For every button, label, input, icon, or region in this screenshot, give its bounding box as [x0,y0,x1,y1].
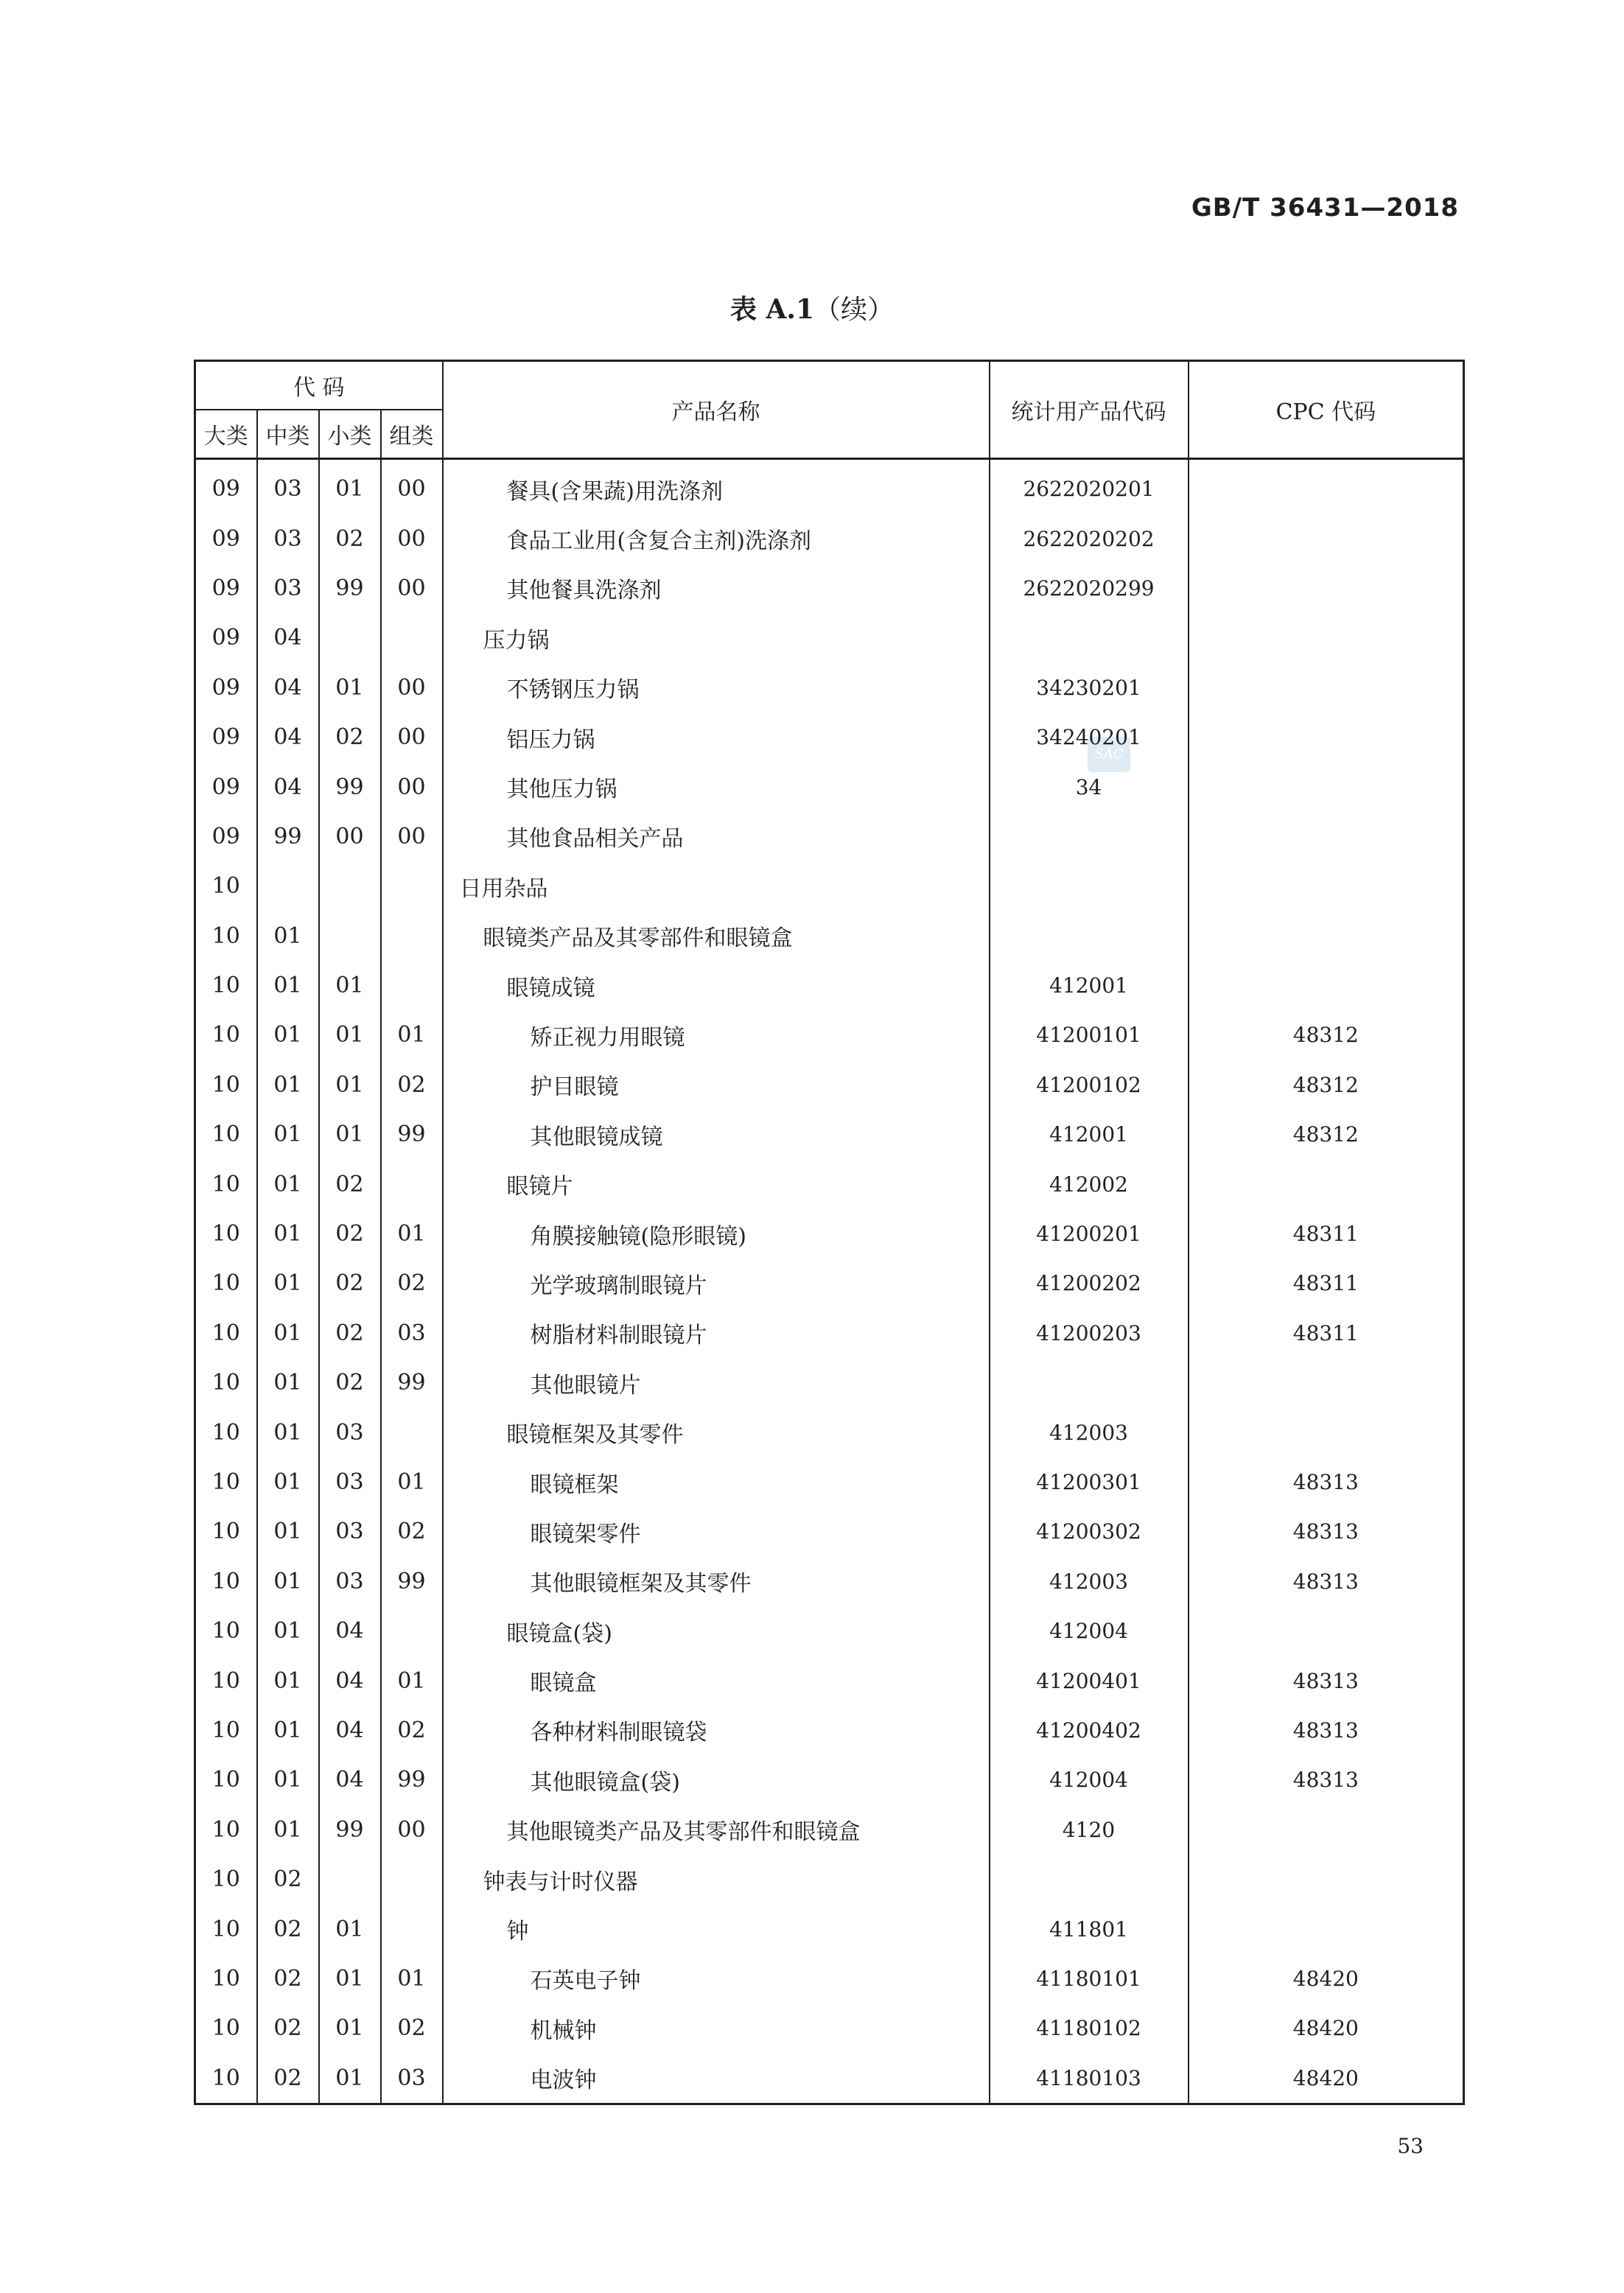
product-name-cell: 眼镜盒(袋) [443,1606,990,1656]
cpc-code-cell [1189,911,1464,961]
table-row [195,1507,1464,1556]
header-product-name: 产品名称 [443,361,990,459]
code-minor-cell: 02 [319,514,381,563]
stat-code-cell: 41200203 [990,1309,1189,1358]
code-minor-cell: 02 [319,1209,381,1258]
table-row [195,663,1464,713]
cpc-code-cell: 48313 [1189,1656,1464,1705]
code-group-cell [381,1159,443,1208]
code-minor-cell: 02 [319,1258,381,1308]
cpc-code-cell: 48311 [1189,1209,1464,1258]
cpc-code-cell: 48313 [1189,1507,1464,1556]
cpc-code-cell: 48311 [1189,1309,1464,1358]
code-major-cell: 09 [195,514,257,563]
product-name-cell: 其他眼镜成镜 [443,1110,990,1159]
code-medium-cell: 04 [257,762,319,811]
code-group-cell: 02 [381,1706,443,1755]
stat-code-cell [990,911,1189,961]
stat-code-cell: 412004 [990,1606,1189,1656]
product-name-cell: 眼镜片 [443,1159,990,1208]
table-row [195,613,1464,662]
code-minor-cell [319,1855,381,1904]
stat-code-cell: 412003 [990,1557,1189,1606]
code-group-cell: 01 [381,1656,443,1705]
code-medium-cell: 01 [257,1457,319,1507]
cpc-code-cell [1189,812,1464,861]
stat-code-cell: 412001 [990,961,1189,1010]
table-row [195,812,1464,861]
table-row [195,1407,1464,1457]
stat-code-cell: 41200202 [990,1258,1189,1308]
code-minor-cell: 01 [319,1904,381,1953]
product-name-cell: 餐具(含果蔬)用洗涤剂 [443,459,990,514]
code-major-cell: 10 [195,1309,257,1358]
code-major-cell: 10 [195,1407,257,1457]
stat-code-cell: 41200402 [990,1706,1189,1755]
code-major-cell: 10 [195,1060,257,1110]
code-minor-cell: 01 [319,1954,381,2003]
code-medium-cell: 02 [257,1954,319,2003]
code-medium-cell: 01 [257,1706,319,1755]
code-medium-cell: 01 [257,1407,319,1457]
code-medium-cell: 02 [257,1855,319,1904]
table-row [195,911,1464,961]
product-name-cell: 眼镜类产品及其零部件和眼镜盒 [443,911,990,961]
code-major-cell: 10 [195,2054,257,2104]
product-name-cell: 钟表与计时仪器 [443,1855,990,1904]
code-major-cell: 09 [195,762,257,811]
product-name-cell: 其他压力锅 [443,762,990,811]
code-group-cell: 00 [381,514,443,563]
stat-code-cell: 412002 [990,1159,1189,1208]
product-name-cell: 其他眼镜盒(袋) [443,1755,990,1804]
code-minor-cell: 01 [319,663,381,713]
code-major-cell: 10 [195,1755,257,1804]
code-medium-cell: 03 [257,459,319,514]
stat-code-cell: 41200401 [990,1656,1189,1705]
code-minor-cell [319,911,381,961]
table-title [0,289,1624,326]
product-name-cell: 铝压力锅 [443,713,990,762]
stat-code-cell [990,812,1189,861]
code-medium-cell: 01 [257,1358,319,1407]
product-name-cell: 机械钟 [443,2003,990,2053]
stat-code-cell: 412004 [990,1755,1189,1804]
code-group-cell [381,1606,443,1656]
cpc-code-cell [1189,961,1464,1010]
table-row [195,1309,1464,1358]
code-medium-cell: 01 [257,1258,319,1308]
table-row [195,2003,1464,2053]
code-group-cell: 03 [381,2054,443,2104]
code-major-cell: 10 [195,1209,257,1258]
code-major-cell: 09 [195,613,257,662]
code-group-cell [381,911,443,961]
stat-code-cell [990,1855,1189,1904]
table-row [195,861,1464,911]
table-row [195,1557,1464,1606]
cpc-code-cell [1189,1805,1464,1855]
stat-code-cell: 41180101 [990,1954,1189,2003]
code-group-cell: 00 [381,459,443,514]
product-name-cell: 压力锅 [443,613,990,662]
stat-code-cell: 2622020202 [990,514,1189,563]
code-group-cell: 01 [381,1209,443,1258]
header-stat-code: 统计用产品代码 [990,361,1189,459]
code-medium-cell: 01 [257,1507,319,1556]
code-medium-cell: 01 [257,1557,319,1606]
code-major-cell: 10 [195,1557,257,1606]
code-minor-cell: 01 [319,459,381,514]
code-group-cell: 00 [381,713,443,762]
watermark-logo: SAC [1088,737,1130,772]
cpc-code-cell [1189,663,1464,713]
cpc-code-cell [1189,1358,1464,1407]
table-row [195,713,1464,762]
stat-code-cell: 412003 [990,1407,1189,1457]
stat-code-cell: 2622020201 [990,459,1189,514]
product-name-cell: 树脂材料制眼镜片 [443,1309,990,1358]
product-name-cell: 其他眼镜框架及其零件 [443,1557,990,1606]
stat-code-cell: 2622020299 [990,564,1189,613]
product-name-cell: 钟 [443,1904,990,1953]
code-group-cell: 02 [381,1060,443,1110]
table-row [195,1159,1464,1208]
stat-code-cell: 41200101 [990,1010,1189,1060]
code-group-cell [381,613,443,662]
code-medium-cell [257,861,319,911]
cpc-code-cell [1189,1606,1464,1656]
code-medium-cell: 01 [257,1656,319,1705]
code-major-cell: 10 [195,861,257,911]
code-major-cell: 10 [195,1010,257,1060]
table-row [195,1706,1464,1755]
code-minor-cell: 04 [319,1706,381,1755]
code-medium-cell: 01 [257,911,319,961]
code-group-cell: 01 [381,1954,443,2003]
cpc-code-cell [1189,1904,1464,1953]
cpc-code-cell [1189,459,1464,514]
code-major-cell: 10 [195,1606,257,1656]
code-major-cell: 10 [195,1805,257,1855]
code-group-cell: 02 [381,2003,443,2053]
code-medium-cell: 01 [257,1606,319,1656]
table-title-continued: （续） [814,295,895,325]
code-minor-cell: 03 [319,1507,381,1556]
code-group-cell: 00 [381,564,443,613]
table-row [195,1258,1464,1308]
code-medium-cell: 01 [257,1755,319,1804]
code-minor-cell: 02 [319,1309,381,1358]
stat-code-cell: 41200102 [990,1060,1189,1110]
code-medium-cell: 03 [257,564,319,613]
code-minor-cell: 99 [319,1805,381,1855]
cpc-code-cell [1189,762,1464,811]
code-major-cell: 10 [195,1159,257,1208]
header-code: 代 码 [195,361,443,410]
code-major-cell: 10 [195,1706,257,1755]
code-minor-cell [319,613,381,662]
code-medium-cell: 01 [257,1110,319,1159]
stat-code-cell: 412001 [990,1110,1189,1159]
code-minor-cell: 00 [319,812,381,861]
cpc-code-cell [1189,861,1464,911]
table-row [195,1606,1464,1656]
table-row [195,1110,1464,1159]
cpc-code-cell: 48313 [1189,1755,1464,1804]
table-row [195,1855,1464,1904]
product-name-cell: 眼镜框架及其零件 [443,1407,990,1457]
code-medium-cell: 02 [257,2003,319,2053]
product-name-cell: 眼镜架零件 [443,1507,990,1556]
stat-code-cell [990,613,1189,662]
cpc-code-cell: 48313 [1189,1557,1464,1606]
code-medium-cell: 99 [257,812,319,861]
code-major-cell: 09 [195,459,257,514]
table-row [195,762,1464,811]
code-major-cell: 10 [195,1110,257,1159]
cpc-code-cell: 48312 [1189,1010,1464,1060]
product-name-cell: 护目眼镜 [443,1060,990,1110]
code-minor-cell: 01 [319,961,381,1010]
table-row [195,1457,1464,1507]
cpc-code-cell [1189,613,1464,662]
stat-code-cell: 41180102 [990,2003,1189,2053]
code-medium-cell: 02 [257,2054,319,2104]
code-minor-cell: 02 [319,713,381,762]
cpc-code-cell [1189,564,1464,613]
cpc-code-cell: 48420 [1189,2054,1464,2104]
table-row [195,1060,1464,1110]
code-minor-cell [319,861,381,911]
product-code-table [194,360,1465,2105]
code-group-cell: 01 [381,1010,443,1060]
header-group: 组类 [381,410,443,459]
code-minor-cell: 03 [319,1407,381,1457]
cpc-code-cell [1189,1407,1464,1457]
code-group-cell: 99 [381,1755,443,1804]
cpc-code-cell: 48312 [1189,1060,1464,1110]
code-group-cell: 00 [381,1805,443,1855]
code-major-cell: 10 [195,2003,257,2053]
code-medium-cell: 01 [257,1309,319,1358]
code-medium-cell: 01 [257,1805,319,1855]
code-group-cell: 99 [381,1110,443,1159]
table-row [195,564,1464,613]
code-minor-cell: 04 [319,1656,381,1705]
product-name-cell: 食品工业用(含复合主剂)洗涤剂 [443,514,990,563]
code-medium-cell: 01 [257,1209,319,1258]
table-row [195,1209,1464,1258]
page-number: 53 [1397,2134,1424,2158]
code-major-cell: 09 [195,713,257,762]
cpc-code-cell: 48311 [1189,1258,1464,1308]
code-minor-cell: 04 [319,1755,381,1804]
product-name-cell: 其他眼镜类产品及其零部件和眼镜盒 [443,1805,990,1855]
code-group-cell: 99 [381,1358,443,1407]
stat-code-cell: 4120 [990,1805,1189,1855]
code-medium-cell: 04 [257,663,319,713]
product-name-cell: 眼镜成镜 [443,961,990,1010]
cpc-code-cell: 48313 [1189,1706,1464,1755]
code-minor-cell: 99 [319,762,381,811]
code-major-cell: 10 [195,1457,257,1507]
code-minor-cell: 02 [319,1159,381,1208]
code-major-cell: 10 [195,1656,257,1705]
code-major-cell: 10 [195,1358,257,1407]
code-minor-cell: 03 [319,1557,381,1606]
product-name-cell: 角膜接触镜(隐形眼镜) [443,1209,990,1258]
product-name-cell: 其他食品相关产品 [443,812,990,861]
code-minor-cell: 04 [319,1606,381,1656]
stat-code-cell: 34230201 [990,663,1189,713]
stat-code-cell: 41200301 [990,1457,1189,1507]
code-group-cell [381,961,443,1010]
product-name-cell: 光学玻璃制眼镜片 [443,1258,990,1308]
table-row [195,459,1464,514]
code-medium-cell: 04 [257,613,319,662]
code-group-cell [381,1855,443,1904]
product-name-cell: 电波钟 [443,2054,990,2104]
code-minor-cell: 01 [319,2003,381,2053]
code-medium-cell: 01 [257,1060,319,1110]
stat-code-cell: 41180103 [990,2054,1189,2104]
code-group-cell: 99 [381,1557,443,1606]
stat-code-cell: 34 [990,762,1189,811]
code-major-cell: 10 [195,911,257,961]
code-major-cell: 10 [195,961,257,1010]
product-name-cell: 其他眼镜片 [443,1358,990,1407]
product-name-cell: 眼镜盒 [443,1656,990,1705]
cpc-code-cell: 48313 [1189,1457,1464,1507]
stat-code-cell: 41200201 [990,1209,1189,1258]
code-minor-cell: 99 [319,564,381,613]
code-medium-cell: 01 [257,1159,319,1208]
code-group-cell: 00 [381,812,443,861]
cpc-code-cell: 48312 [1189,1110,1464,1159]
code-minor-cell: 02 [319,1358,381,1407]
product-name-cell: 石英电子钟 [443,1954,990,2003]
code-minor-cell: 03 [319,1457,381,1507]
code-group-cell: 01 [381,1457,443,1507]
cpc-code-cell: 48420 [1189,2003,1464,2053]
code-major-cell: 10 [195,1904,257,1953]
code-medium-cell: 01 [257,1010,319,1060]
code-major-cell: 10 [195,1954,257,2003]
stat-code-cell: 41200302 [990,1507,1189,1556]
stat-code-cell [990,1358,1189,1407]
code-minor-cell: 01 [319,2054,381,2104]
code-minor-cell: 01 [319,1010,381,1060]
cpc-code-cell: 48420 [1189,1954,1464,2003]
code-medium-cell: 01 [257,961,319,1010]
code-major-cell: 10 [195,1855,257,1904]
table-body [195,459,1464,2104]
product-name-cell: 矫正视力用眼镜 [443,1010,990,1060]
table-row [195,2054,1464,2104]
stat-code-cell [990,861,1189,911]
code-medium-cell: 02 [257,1904,319,1953]
code-medium-cell: 04 [257,713,319,762]
code-group-cell [381,1407,443,1457]
code-medium-cell: 03 [257,514,319,563]
table-row [195,1954,1464,2003]
product-name-cell: 不锈钢压力锅 [443,663,990,713]
stat-code-cell: 34240201 [990,713,1189,762]
standard-number: GB/T 36431—2018 [1191,193,1459,223]
code-major-cell: 09 [195,812,257,861]
stat-code-cell: 411801 [990,1904,1189,1953]
product-name-cell: 各种材料制眼镜袋 [443,1706,990,1755]
cpc-code-cell [1189,713,1464,762]
code-group-cell: 03 [381,1309,443,1358]
code-group-cell: 02 [381,1258,443,1308]
product-name-cell: 其他餐具洗涤剂 [443,564,990,613]
code-group-cell: 00 [381,762,443,811]
code-group-cell: 00 [381,663,443,713]
code-major-cell: 10 [195,1258,257,1308]
header-major: 大类 [195,410,257,459]
table-row [195,1656,1464,1705]
cpc-code-cell [1189,514,1464,563]
code-major-cell: 10 [195,1507,257,1556]
table-row [195,1755,1464,1804]
code-group-cell: 02 [381,1507,443,1556]
header-cpc-code: CPC 代码 [1189,361,1464,459]
header-medium: 中类 [257,410,319,459]
header-minor: 小类 [319,410,381,459]
code-minor-cell: 01 [319,1110,381,1159]
table-row [195,1805,1464,1855]
table-row [195,1010,1464,1060]
cpc-code-cell [1189,1855,1464,1904]
cpc-code-cell [1189,1159,1464,1208]
code-minor-cell: 01 [319,1060,381,1110]
table-row [195,1904,1464,1953]
table-row [195,961,1464,1010]
code-group-cell [381,861,443,911]
table-title-main: 表 A.1 [729,294,815,325]
code-group-cell [381,1904,443,1953]
table-row [195,514,1464,563]
code-major-cell: 09 [195,663,257,713]
table-row [195,1358,1464,1407]
product-name-cell: 眼镜框架 [443,1457,990,1507]
code-major-cell: 09 [195,564,257,613]
product-name-cell: 日用杂品 [443,861,990,911]
